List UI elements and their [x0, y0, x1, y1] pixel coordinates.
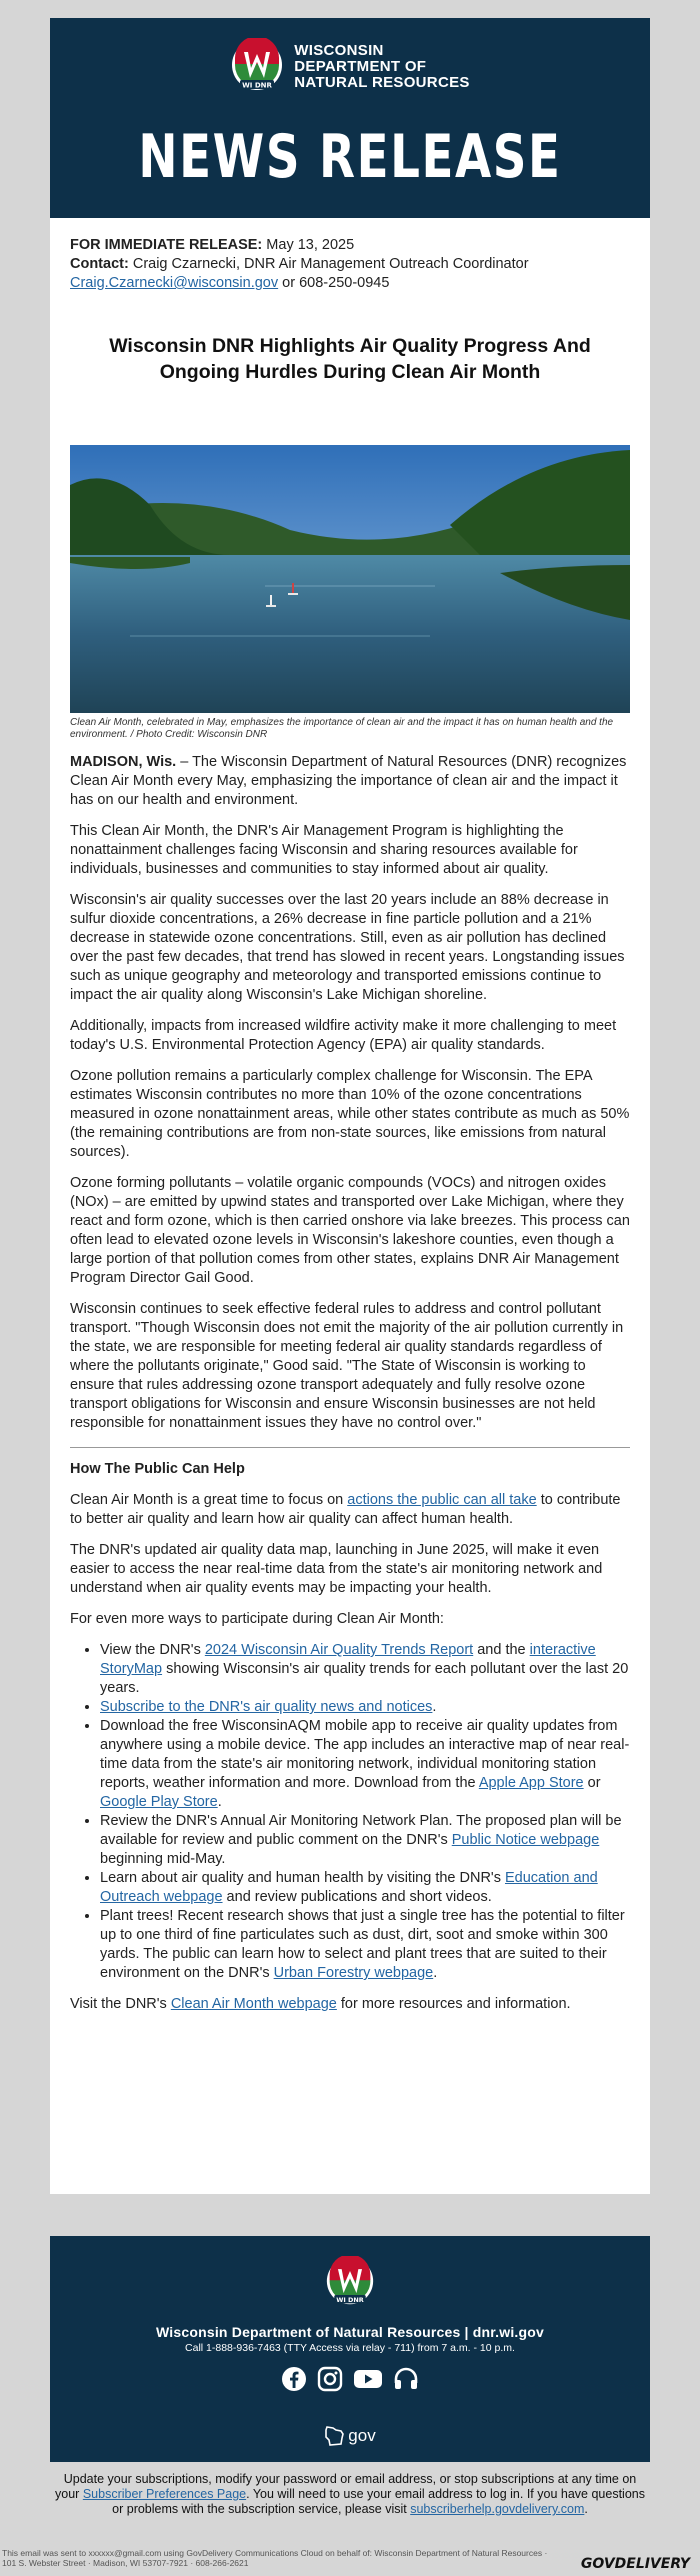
manage-text-b: . You will need to use your email address to log in. If you have questions or problems with the subscription service, please visit	[112, 2487, 645, 2516]
storymap-link[interactable]: interactive StoryMap	[100, 1642, 596, 1677]
wisconsin-state-outline-icon	[324, 2424, 346, 2448]
contact-email-link[interactable]: Craig.Czarnecki@wisconsin.gov	[70, 275, 279, 291]
public-notice-link[interactable]: Public Notice webpage	[451, 1832, 600, 1848]
section-divider	[70, 1447, 630, 1448]
list-item	[100, 1812, 630, 1869]
wi-dnr-logo-icon	[230, 38, 284, 96]
svg-text:WI DNR: WI DNR	[242, 81, 273, 90]
contact-name: Craig Czarnecki, DNR Air Management Outreach Coordinator	[132, 256, 529, 272]
subscriber-preferences-link[interactable]: Subscriber Preferences Page	[82, 2487, 247, 2501]
org-line-2: DEPARTMENT OF	[294, 58, 427, 75]
b2-end: .	[432, 1699, 437, 1715]
contact-or: or	[282, 275, 296, 291]
manage-text-a: Update your subscriptions, modify your password or email address, or stop subscriptions at any time on your	[55, 2472, 637, 2501]
help-p1-text-b: to contribute to better air quality and learn how air quality can affect human health.	[70, 1492, 621, 1527]
urban-forestry-link[interactable]: Urban Forestry webpage	[273, 1965, 434, 1981]
news-release-header	[50, 18, 650, 218]
paragraph-2: This Clean Air Month, the DNR's Air Management Program is highlighting the nonattainment challenges facing Wisconsin and sharing resources available for individuals, businesses and communities to stay informed about air quality.	[70, 823, 578, 877]
footer	[50, 2236, 650, 2462]
actions-link[interactable]: actions the public can all take	[347, 1492, 537, 1508]
social-links	[50, 2366, 650, 2392]
apple-app-store-link[interactable]: Apple App Store	[478, 1775, 584, 1791]
wi-gov-logo	[50, 2424, 650, 2448]
b6-text-a: Plant trees! Recent research shows that just a single tree has the potential to filter up to one third of fine particulates such as dust, dirt, soot and smoke within 300 yards. The public can learn how to select and plant trees that are suited to their environment on the DNR's	[100, 1908, 625, 1981]
org-name	[294, 43, 469, 91]
org-line-1: WISCONSIN	[294, 42, 384, 59]
b1-text-c: showing Wisconsin's air quality trends for each pollutant over the last 20 years.	[100, 1661, 629, 1696]
b3-text-b: or	[583, 1775, 601, 1791]
facebook-icon[interactable]	[281, 2366, 307, 2392]
svg-text:WI DNR: WI DNR	[336, 2295, 364, 2304]
b1-text-a: View the DNR's	[100, 1642, 205, 1658]
paragraph-6: Ozone forming pollutants – volatile organic compounds (VOCs) and nitrogen oxides (NOx) – are emitted by upwind states and transported over Lake Michigan, where they react and form ozone, which is then carried onshore via lake breezes. This process can often lead to elevated ozone levels in Wisconsin's lakeshore counties, even though a large portion of that pollution comes from other states, explains DNR Air Management Program Director Gail Good.	[70, 1175, 630, 1286]
footer-phone-line: Call 1-888-936-7463 (TTY Access via relay - 711) from 7 a.m. - 10 p.m.	[185, 2342, 515, 2354]
footer-wi-dnr-logo-icon	[325, 2256, 375, 2310]
actions-list	[70, 1641, 630, 1983]
help-paragraph-2: The DNR's updated air quality data map, launching in June 2025, will make it even easier to access the near real-time data from the state's air monitoring network and understand when air quality events may be impacting your health.	[70, 1542, 603, 1596]
dateline: MADISON, Wis.	[70, 754, 177, 770]
help-heading: How The Public Can Help	[70, 1461, 245, 1477]
release-label: FOR IMMEDIATE RELEASE:	[70, 237, 263, 253]
closing-paragraph	[70, 1995, 630, 2014]
govdelivery-logo: GOVDELIVERY	[580, 2556, 690, 2572]
paragraph-7: Wisconsin continues to seek effective federal rules to address and control pollutant transport. "Though Wisconsin does not emit the majority of the air pollution currently in the state, we are responsible for meeting federal air quality standards regardless of where the pollutants originate," Good said. "The State of Wisconsin is working to ensure that rules addressing ozone transport adequately and fully resolve ozone transport obligations for Wisconsin and ensure Wisconsin businesses are not held responsible for nonattainment issues they have no control over."	[70, 1301, 624, 1431]
list-item	[100, 1869, 630, 1907]
paragraph-4: Additionally, impacts from increased wildfire activity make it more challenging to meet today's U.S. Environmental Protection Agency (EPA) air quality standards.	[70, 1018, 617, 1053]
list-item	[100, 1717, 630, 1812]
email-card	[50, 18, 650, 2194]
education-outreach-link[interactable]: Education and Outreach webpage	[100, 1870, 598, 1905]
podcast-headphones-icon[interactable]	[393, 2366, 419, 2392]
list-item	[100, 1907, 630, 1983]
lake-photo	[70, 445, 630, 713]
subscription-management	[50, 2472, 650, 2517]
dnr-logo-row	[50, 38, 650, 96]
contact-phone: 608-250-0945	[299, 275, 390, 291]
sent-to-notice: This email was sent to xxxxxx@gmail.com using GovDelivery Communications Cloud on behalf of: Wisconsin Department of Natural Resources · 101 S. Webster Street · Madison, WI 53707-7921 · 608-266-2621	[2, 2548, 548, 2568]
subscribe-link[interactable]: Subscribe to the DNR's air quality news and notices	[100, 1699, 433, 1715]
contact-label: Contact:	[70, 256, 129, 272]
b3-text-a: Download the free WisconsinAQM mobile app to receive air quality updates from anywhere using a mobile device. The app includes an interactive map of near real-time data from the state's air monitoring network, individual monitoring station reports, weather information and more. Download from the	[100, 1718, 630, 1791]
closing-text-b: for more resources and information.	[336, 1996, 571, 2012]
clean-air-month-link[interactable]: Clean Air Month webpage	[170, 1996, 337, 2012]
help-paragraph-3: For even more ways to participate during Clean Air Month:	[70, 1611, 444, 1627]
subscriber-help-link[interactable]: subscriberhelp.govdelivery.com	[410, 2502, 585, 2516]
release-line	[70, 236, 630, 255]
closing-text-a: Visit the DNR's	[70, 1996, 171, 2012]
trends-report-link[interactable]: 2024 Wisconsin Air Quality Trends Report	[204, 1642, 474, 1658]
b4-text-b: beginning mid-May.	[100, 1851, 226, 1867]
b5-text-a: Learn about air quality and human health by visiting the DNR's	[100, 1870, 505, 1886]
article-content	[50, 218, 650, 2014]
google-play-store-link[interactable]: Google Play Store	[100, 1794, 218, 1810]
list-item	[100, 1698, 630, 1717]
b3-text-c: .	[217, 1794, 222, 1810]
b6-text-b: .	[433, 1965, 438, 1981]
manage-text-c: .	[584, 2502, 588, 2516]
instagram-icon[interactable]	[317, 2366, 343, 2392]
b1-text-b: and the	[473, 1642, 530, 1658]
release-date: May 13, 2025	[266, 237, 355, 253]
paragraph-5: Ozone pollution remains a particularly complex challenge for Wisconsin. The EPA estimates Wisconsin contributes no more than 10% of the ozone concentrations measured in ozone nonattainment areas, while other states contribute as much as 50% (the remaining contributions are from non-state sources, like emissions from natural sources).	[70, 1068, 630, 1160]
contact-line	[70, 255, 630, 274]
help-p1-text-a: Clean Air Month is a great time to focus on	[70, 1492, 348, 1508]
contact-details	[70, 274, 630, 293]
paragraph-intro	[70, 753, 630, 810]
youtube-icon[interactable]	[353, 2366, 383, 2392]
paragraph-3: Wisconsin's air quality successes over the last 20 years include an 88% decrease in sulfur dioxide concentrations, a 26% decrease in fine particle pollution and a 21% decrease in statewide ozone concentrations. Still, even as air pollution has declined over the past few decades, that trend has slowed in recent years. Longstanding issues such as unique geography and meteorology and transported emissions continue to impact the air quality along Wisconsin's Lake Michigan shoreline.	[70, 892, 625, 1003]
org-line-3: NATURAL RESOURCES	[294, 74, 470, 91]
intro-text: – The Wisconsin Department of Natural Resources (DNR) recognizes Clean Air Month every May, emphasizing the importance of clean air and the impact it has on our health and environment.	[70, 754, 627, 808]
list-item	[100, 1641, 630, 1698]
help-paragraph-1	[70, 1491, 630, 1529]
photo-caption: Clean Air Month, celebrated in May, emphasizes the importance of clean air and the impact it has on human health and the environment. / Photo Credit: Wisconsin DNR	[70, 717, 614, 740]
news-release-title: NEWS RELEASE	[138, 122, 562, 192]
b5-text-b: and review publications and short videos.	[222, 1889, 492, 1905]
footer-org-name: Wisconsin Department of Natural Resources | dnr.wi.gov	[155, 2324, 544, 2340]
b4-text-a: Review the DNR's Annual Air Monitoring Network Plan. The proposed plan will be available for review and public comment on the DNR's	[100, 1813, 622, 1848]
wi-gov-text: gov	[348, 2426, 376, 2445]
headline: Wisconsin DNR Highlights Air Quality Progress And Ongoing Hurdles During Clean Air Month	[109, 335, 591, 383]
